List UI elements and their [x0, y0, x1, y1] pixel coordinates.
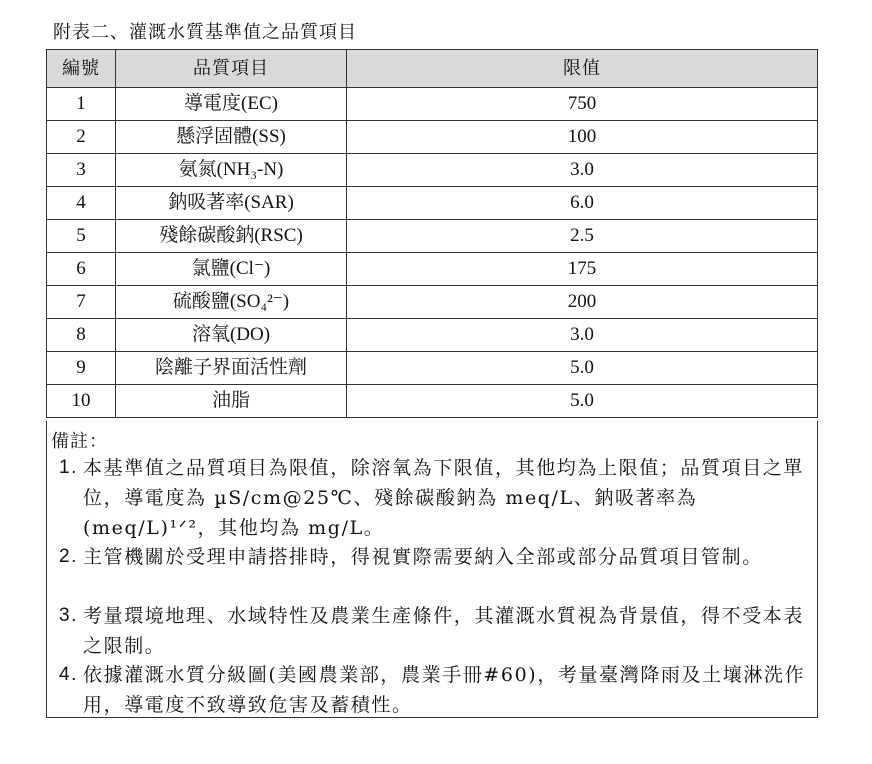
- note-text: 考量環境地理、水域特性及農業生產條件，其灌溉水質視為背景值，得不受本表之限制。: [83, 605, 805, 657]
- note-text: 本基準值之品質項目為限值，除溶氧為下限值，其他均為上限值；品質項目之單位，導電度為 µS/cm@25℃、殘餘碳酸鈉為 meq/L、鈉吸著率為(meq/L)¹ᐟ²，其他均為 mg/L。: [83, 457, 805, 539]
- note-number: 1.: [59, 457, 79, 478]
- row-item: 硫酸鹽(SO₄²⁻): [116, 286, 347, 319]
- notes-title: 備註：: [51, 431, 108, 452]
- row-item: 陰離子界面活性劑: [116, 352, 347, 385]
- row-item: 氨氮(NH₃-N): [116, 154, 347, 187]
- table-row: [47, 352, 818, 385]
- row-limit: 2.5: [347, 220, 818, 253]
- row-limit: 200: [347, 286, 818, 319]
- row-limit: 6.0: [347, 187, 818, 220]
- table-row: [47, 220, 818, 253]
- row-item: 鈉吸著率(SAR): [116, 187, 347, 220]
- header-number: 編號: [47, 50, 116, 88]
- table-row: [47, 154, 818, 187]
- row-item: 導電度(EC): [116, 88, 347, 121]
- note-item: [59, 453, 809, 543]
- header-quality-item: 品質項目: [116, 50, 347, 88]
- row-item: 懸浮固體(SS): [116, 121, 347, 154]
- notes-box: [46, 421, 818, 718]
- table-caption: 附表二、灌溉水質基準值之品質項目: [53, 22, 357, 43]
- note-text: 依據灌溉水質分級圖(美國農業部，農業手冊#60)，考量臺灣降雨及土壤淋洗作用，導電度不致導致危害及蓄積性。: [83, 664, 806, 716]
- header-limit: 限值: [347, 50, 818, 88]
- water-quality-table: [46, 49, 818, 418]
- row-limit: 100: [347, 121, 818, 154]
- table-row: [47, 88, 818, 121]
- table-row: [47, 187, 818, 220]
- table-row: [47, 121, 818, 154]
- table-row: [47, 253, 818, 286]
- note-item: [59, 542, 809, 572]
- note-item: [59, 660, 809, 720]
- table-header-row: [47, 50, 818, 88]
- row-number: 2: [47, 121, 116, 154]
- row-item: 油脂: [116, 385, 347, 418]
- table-row: [47, 385, 818, 418]
- note-text: 主管機關於受理申請搭排時，得視實際需要納入全部或部分品質項目管制。: [83, 546, 763, 568]
- row-number: 9: [47, 352, 116, 385]
- note-number: 3.: [59, 605, 79, 626]
- row-number: 3: [47, 154, 116, 187]
- row-number: 10: [47, 385, 116, 418]
- note-number: 4.: [59, 664, 79, 685]
- row-number: 6: [47, 253, 116, 286]
- note-number: 2.: [59, 546, 79, 567]
- row-limit: 5.0: [347, 385, 818, 418]
- row-limit: 750: [347, 88, 818, 121]
- row-limit: 5.0: [347, 352, 818, 385]
- row-limit: 3.0: [347, 319, 818, 352]
- row-number: 5: [47, 220, 116, 253]
- table-row: [47, 319, 818, 352]
- row-number: 7: [47, 286, 116, 319]
- row-number: 8: [47, 319, 116, 352]
- row-item: 氯鹽(Cl⁻): [116, 253, 347, 286]
- row-item: 溶氧(DO): [116, 319, 347, 352]
- row-item: 殘餘碳酸鈉(RSC): [116, 220, 347, 253]
- row-number: 4: [47, 187, 116, 220]
- row-limit: 3.0: [347, 154, 818, 187]
- table-row: [47, 286, 818, 319]
- row-number: 1: [47, 88, 116, 121]
- row-limit: 175: [347, 253, 818, 286]
- note-item: [59, 601, 809, 661]
